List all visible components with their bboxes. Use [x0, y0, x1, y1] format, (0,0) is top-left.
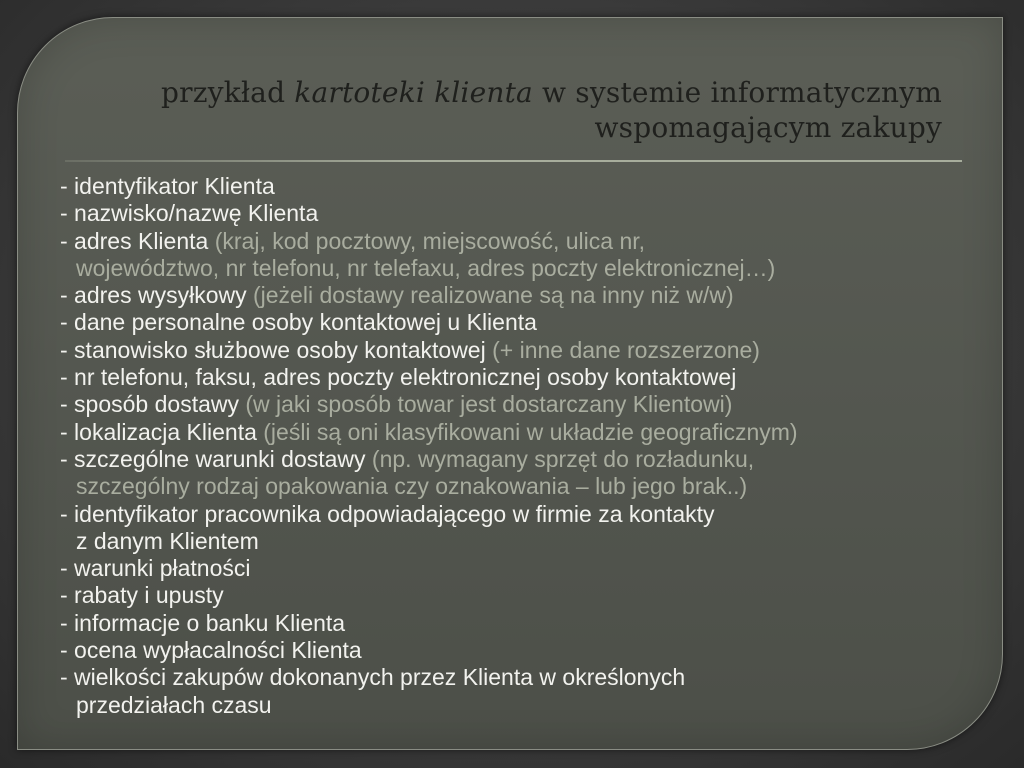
list-item — [60, 391, 990, 418]
item-main: - wielkości zakupów dokonanych przez Klienta w określonych — [60, 664, 686, 691]
title-divider — [65, 160, 962, 162]
list-item — [60, 664, 990, 691]
list-item — [60, 337, 990, 364]
title-part-2-italic: kartoteki klienta — [294, 76, 533, 109]
item-main: - sposób dostawy — [60, 391, 246, 418]
slide-panel — [17, 17, 1003, 750]
item-main: - identyfikator Klienta — [60, 173, 275, 199]
item-extra: (+ inne dane rozszerzone) — [492, 336, 760, 363]
list-item — [60, 309, 990, 336]
item-main: - warunki płatności — [60, 555, 251, 582]
item-extra: województwo, nr telefonu, nr telefaxu, adres poczty elektronicznej…) — [76, 254, 776, 281]
item-main: - ocena wypłacalności Klienta — [60, 637, 362, 664]
item-main: - adres wysyłkowy — [60, 282, 253, 309]
list-item — [60, 555, 990, 582]
slide-title-line-1 — [161, 75, 942, 110]
item-main: - szczególne warunki dostawy — [60, 445, 372, 472]
item-main: - dane personalne osoby kontaktowej u Klienta — [60, 309, 537, 336]
item-main: - nr telefonu, faksu, adres poczty elektronicznej osoby kontaktowej — [60, 364, 737, 391]
list-item — [60, 610, 990, 637]
item-extra: (np. wymagany sprzęt do rozładunku, — [371, 445, 755, 472]
list-item — [60, 228, 990, 255]
field-list — [60, 173, 990, 719]
item-main: - adres Klienta — [60, 227, 215, 254]
list-item — [60, 364, 990, 391]
item-extra: szczególny rodzaj opakowania czy oznakowania – lub jego brak..) — [76, 473, 748, 500]
slide-title — [161, 75, 942, 145]
list-item-continuation — [60, 692, 990, 719]
list-item — [60, 200, 990, 227]
item-extra: (jeżeli dostawy realizowane są na inny niż w/w) — [252, 282, 734, 309]
item-main: - nazwisko/nazwę Klienta — [60, 200, 319, 227]
item-main: przedziałach czasu — [76, 691, 272, 718]
item-extra: (kraj, kod pocztowy, miejscowość, ulica nr, — [214, 227, 646, 254]
title-part-1: przykład — [161, 76, 295, 109]
item-main: - lokalizacja Klienta — [60, 418, 264, 445]
list-item — [60, 446, 990, 473]
item-main: - identyfikator pracownika odpowiadającego w firmie za kontakty — [60, 500, 715, 527]
list-item — [60, 419, 990, 446]
item-main: - stanowisko służbowe osoby kontaktowej — [60, 336, 493, 363]
list-item-continuation — [60, 473, 990, 500]
list-item — [60, 582, 990, 609]
item-extra: (jeśli są oni klasyfikowani w układzie geograficznym) — [263, 418, 798, 445]
list-item-continuation — [60, 528, 990, 555]
list-item-continuation — [60, 255, 990, 282]
item-main: - informacje o banku Klienta — [60, 609, 346, 636]
list-item — [60, 282, 990, 309]
list-item — [60, 173, 990, 200]
list-item — [60, 501, 990, 528]
item-main: - rabaty i upusty — [60, 582, 224, 609]
slide-title-line-2: wspomagającym zakupy — [594, 111, 942, 144]
title-part-3: w systemie informatycznym — [532, 76, 942, 109]
list-item — [60, 637, 990, 664]
item-main: z danym Klientem — [76, 527, 259, 554]
item-extra: (w jaki sposób towar jest dostarczany Klientowi) — [245, 391, 733, 418]
